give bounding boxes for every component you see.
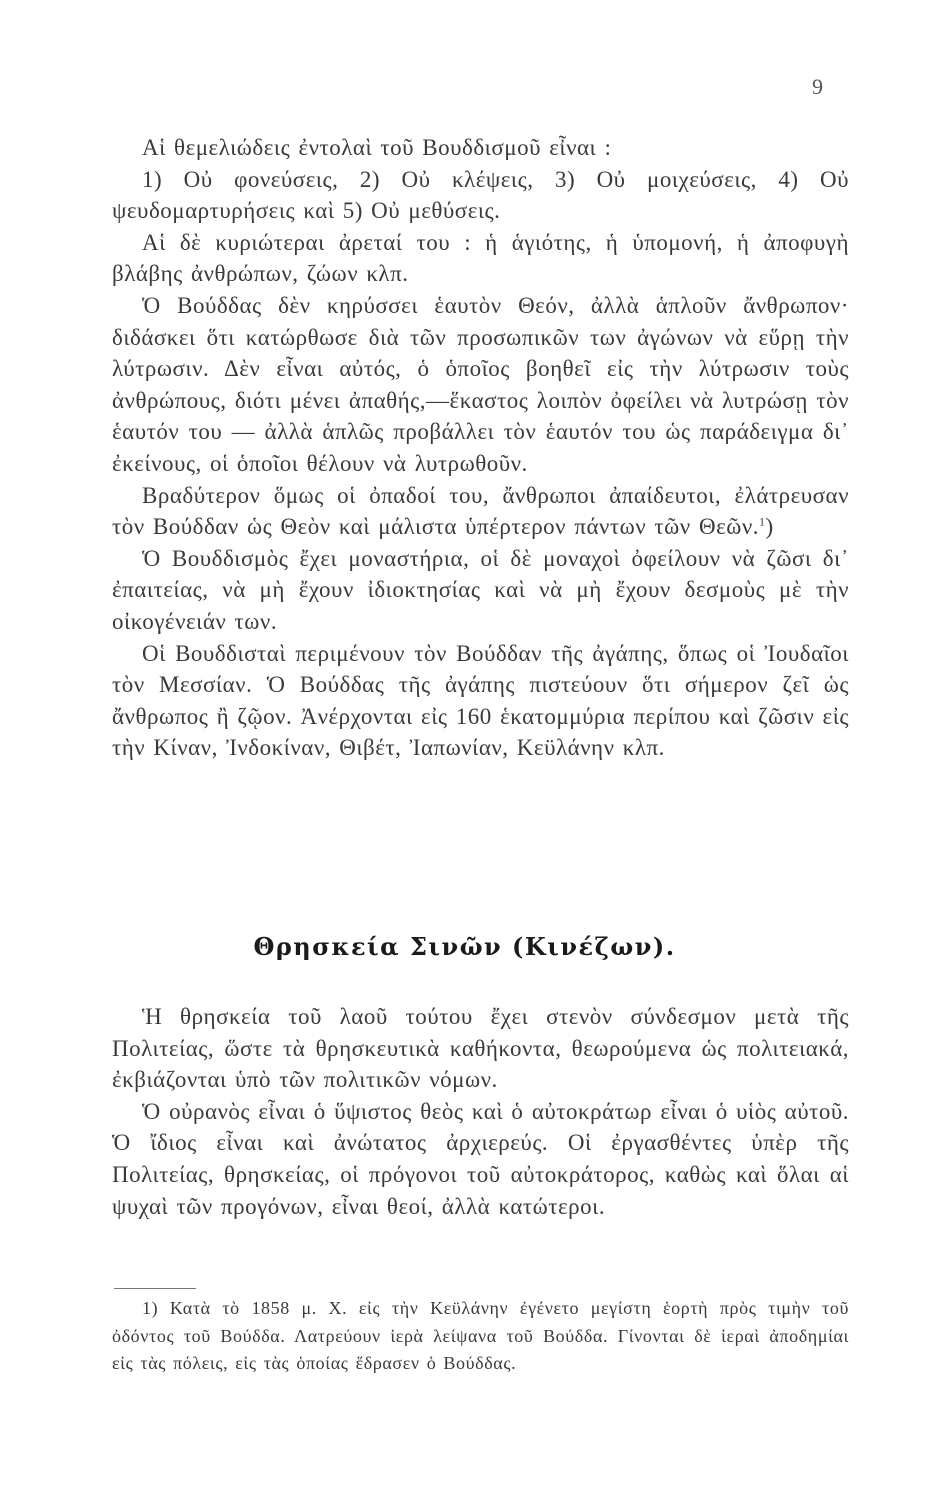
paragraph: Ὁ οὐρανὸς εἶναι ὁ ὕψιστος θεὸς καὶ ὁ αὐτοκράτωρ εἶναι ὁ υἱὸς αὐτοῦ. Ὁ ἴδιος εἶναι καὶ ἀνώτατος ἀρχιερεύς. Οἱ ἐργασθέντες ὑπὲρ τῆς Πολιτείας, θρησκείας, οἱ πρόγονοι τοῦ αὐτοκράτορος, καθὼς καὶ ὅλαι αἱ ψυχαὶ τῶν προγόνων, εἶναι θεοί, ἀλλὰ κατώτεροι. (112, 1098, 849, 1219)
section-heading: Θρησκεία Σινῶν (Κινέζων). (253, 932, 676, 961)
section-buddhism-text (112, 132, 849, 764)
paragraph: 1) Οὐ φονεύσεις, 2) Οὐ κλέψεις, 3) Οὐ μοιχεύσεις, 4) Οὐ ψευδομαρτυρήσεις καὶ 5) Οὐ μεθύσεις. (112, 166, 849, 224)
paragraph: Ὁ Βούδδας δὲν κηρύσσει ἑαυτὸν Θεόν, ἀλλὰ ἁπλοῦν ἄνθρωπον· διδάσκει ὅτι κατώρθωσε διὰ τῶν προσωπικῶν των ἀγώνων νὰ εὕρῃ τὴν λύτρωσιν. Δὲν εἶναι αὐτός, ὁ ὁποῖος βοηθεῖ εἰς τὴν λύτρωσιν τοὺς ἀνθρώπους, διότι μένει ἀπαθής,—ἕκαστος λοιπὸν ὀφείλει νὰ λυτρώσῃ τὸν ἑαυτόν του — ἀλλὰ ἁπλῶς προβάλλει τὸν ἑαυτόν του ὡς παράδειγμα δι᾽ ἐκείνους, οἱ ὁποῖοι θέλουν νὰ λυτρωθοῦν. (112, 292, 849, 476)
footnote: 1) Κατὰ τὸ 1858 μ. Χ. εἰς τὴν Κεϋλάνην ἐγένετο μεγίστη ἑορτὴ πρὸς τιμὴν τοῦ ὀδόντος τοῦ Βούδδα. Λατρεύουν ἱερὰ λείψανα τοῦ Βούδδα. Γίνονται δὲ ἱεραὶ ἀποδημίαι εἰς τὰς πόλεις, εἰς τὰς ὁποίας ἕδρασεν ὁ Βούδδας. (112, 1298, 849, 1373)
page-number: 9 (812, 74, 823, 99)
footnote-reference-paren: ) (765, 514, 774, 540)
footnote-reference: 1 (759, 514, 766, 529)
footnote-divider (114, 1288, 196, 1289)
paragraph-text: Βραδύτερον ὅμως οἱ ὀπαδοί του, ἄνθρωποι ἀπαίδευτοι, ἐλάτρευσαν τὸν Βούδδαν ὡς Θεὸν καὶ μάλιστα ὑπέρτερον πάντων τῶν Θεῶν. (112, 482, 849, 540)
paragraph-with-footnote (112, 480, 849, 543)
paragraph: Ἡ θρησκεία τοῦ λαοῦ τούτου ἔχει στενὸν σύνδεσμον μετὰ τῆς Πολιτείας, ὥστε τὰ θρησκευτικὰ καθήκοντα, θεωρούμενα ὡς πολιτειακά, ἐκβιάζονται ὑπὸ τῶν πολιτικῶν νόμων. (112, 1004, 849, 1093)
paragraph: Αἱ δὲ κυριώτεραι ἀρεταί του : ἡ ἁγιότης, ἡ ὑπομονή, ἡ ἀποφυγὴ βλάβης ἀνθρώπων, ζώων κλπ. (112, 229, 849, 287)
paragraph: Ὁ Βουδδισμὸς ἔχει μοναστήρια, οἱ δὲ μοναχοὶ ὀφείλουν νὰ ζῶσι δι᾽ ἐπαιτείας, νὰ μὴ ἔχουν ἰδιοκτησίας καὶ νὰ μὴ ἔχουν δεσμοὺς μὲ τὴν οἰκογένειάν των. (112, 545, 849, 634)
paragraph: Αἱ θεμελιώδεις ἐντολαὶ τοῦ Βουδδισμοῦ εἶναι : (142, 135, 612, 160)
section-chinese-religion-text (112, 1001, 849, 1222)
paragraph: Οἱ Βουδδισταὶ περιμένουν τὸν Βούδδαν τῆς ἀγάπης, ὅπως οἱ Ἰουδαῖοι τὸν Μεσσίαν. Ὁ Βούδδας τῆς ἀγάπης πιστεύουν ὅτι σήμερον ζεῖ ὡς ἄνθρωπος ἢ ζῷον. Ἀνέρχονται εἰς 160 ἑκατομμύρια περίπου καὶ ζῶσιν εἰς τὴν Κίναν, Ἰνδοκίναν, Θιβέτ, Ἰαπωνίαν, Κεϋλάνην κλπ. (112, 640, 849, 761)
